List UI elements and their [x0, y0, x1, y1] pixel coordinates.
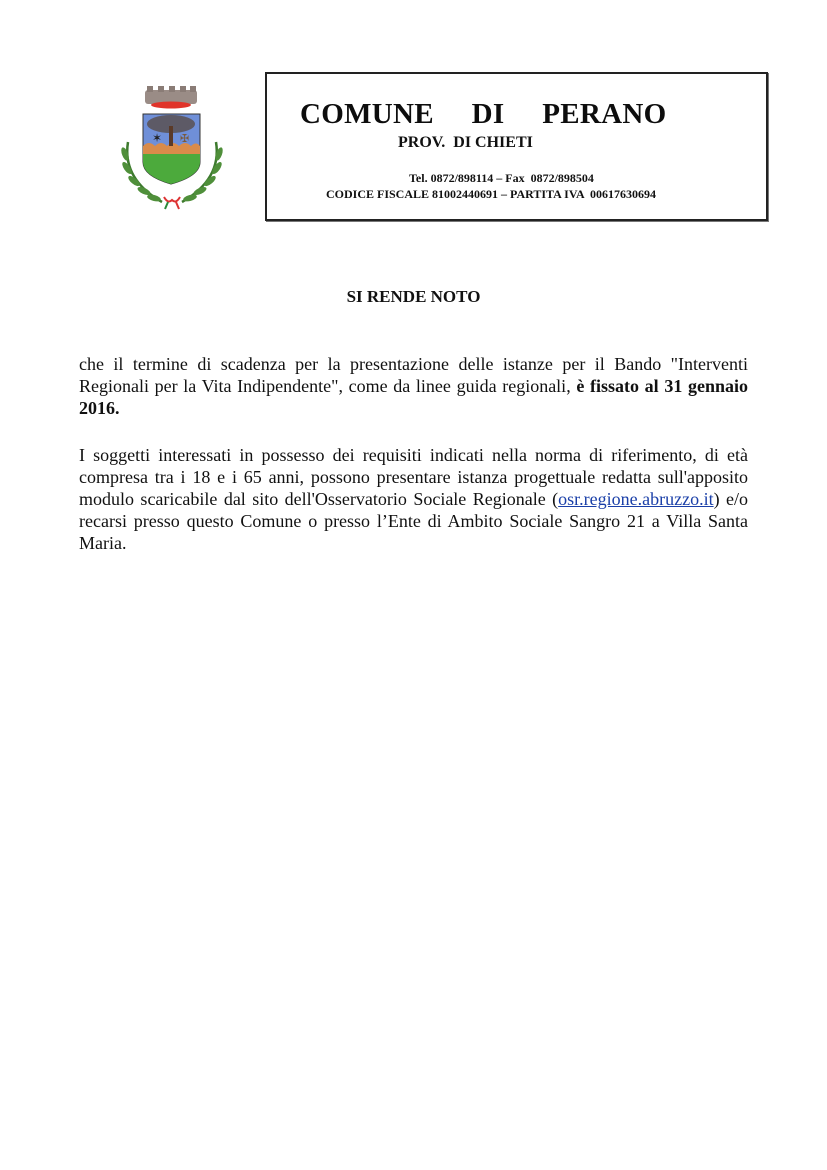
deadline-date: è fissato al 31 gennaio 2016. — [79, 376, 748, 418]
shield-icon — [143, 114, 200, 184]
paragraph-deadline — [79, 353, 748, 419]
municipality-title: COMUNE DI PERANO — [300, 98, 667, 130]
eligibility-text: I soggetti interessati in possesso dei requisiti indicati nella norma di riferimento, di età compresa tra i 18 e i 65 anni, possono presentare istanza progettuale redatta sull'apposito modulo scaricabile dal sito dell'Osservatorio Sociale Regionale ( — [79, 445, 748, 509]
contact-phone-fax: Tel. 0872/898114 – Fax 0872/898504 — [409, 171, 594, 185]
svg-text:✠: ✠ — [180, 132, 190, 145]
ribbon-icon — [164, 197, 180, 209]
paragraph-deadline-text: che il termine di scadenza per la presentazione delle istanze per il Bando "Interventi Regionali per la Vita Indipendente", come da linee guida regionali, — [79, 354, 748, 396]
paragraph-eligibility — [79, 444, 748, 554]
coat-of-arms-icon — [112, 84, 232, 214]
svg-text:✶: ✶ — [152, 131, 163, 145]
province-label: PROV. DI CHIETI — [398, 134, 533, 151]
notice-heading: SI RENDE NOTO — [346, 287, 481, 306]
fiscal-code-vat: CODICE FISCALE 81002440691 – PARTITA IVA 00617630694 — [326, 187, 656, 201]
eligibility-text-end: ) e/o recarsi presso questo Comune o presso l’Ente di Ambito Sociale Sangro 21 a Villa Santa Maria. — [79, 489, 749, 553]
crown-icon — [145, 86, 197, 109]
osr-website-link[interactable]: osr.regione.abruzzo.it — [558, 489, 714, 509]
